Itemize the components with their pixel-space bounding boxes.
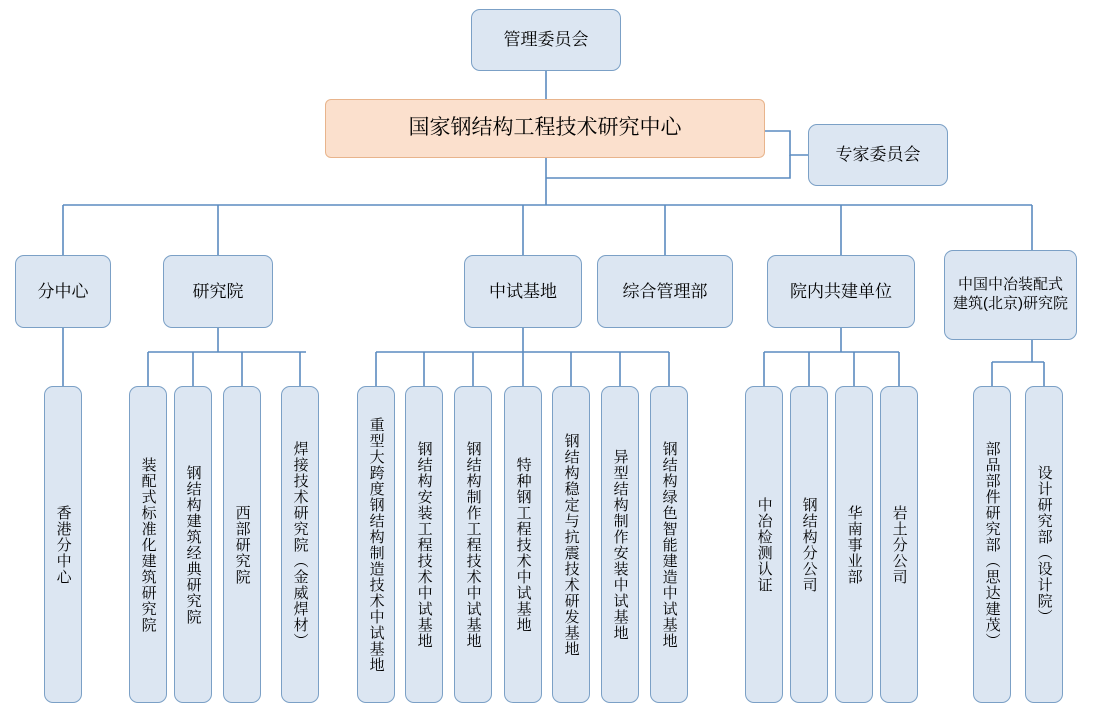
node-expert-committee[interactable] bbox=[808, 124, 948, 186]
node-label: 院内共建单位 bbox=[790, 281, 892, 301]
node-label: 异型结构制作安装中试基地 bbox=[611, 448, 629, 641]
node-in-house-units[interactable] bbox=[767, 255, 915, 328]
node-pilot-base[interactable] bbox=[464, 255, 582, 328]
node-general-management[interactable] bbox=[597, 255, 733, 328]
node-label: 设计研究部（设计院） bbox=[1035, 464, 1053, 625]
node-label: 综合管理部 bbox=[622, 281, 708, 301]
node-south-china-division[interactable] bbox=[835, 386, 873, 703]
node-label: 钢结构安装工程技术中试基地 bbox=[415, 440, 433, 649]
node-special-shape-pilot-base[interactable] bbox=[601, 386, 639, 703]
node-label: 部品部件研究部（思达建茂） bbox=[983, 440, 1001, 649]
node-components-research-dept[interactable] bbox=[973, 386, 1011, 703]
node-label: 国家钢结构工程技术研究中心 bbox=[408, 116, 682, 140]
node-label: 华南事业部 bbox=[845, 504, 863, 585]
node-sub-center[interactable] bbox=[15, 255, 111, 328]
node-steel-classic-building-institute[interactable] bbox=[174, 386, 212, 703]
node-label: 焊接技术研究院（金威焊材） bbox=[291, 440, 309, 649]
node-management-committee[interactable] bbox=[471, 9, 621, 71]
node-design-research-dept[interactable] bbox=[1025, 386, 1063, 703]
node-mcc-inspection-certification[interactable] bbox=[745, 386, 783, 703]
node-heavy-longspan-pilot-base[interactable] bbox=[357, 386, 395, 703]
node-label: 特种钢工程技术中试基地 bbox=[514, 456, 532, 633]
node-western-institute[interactable] bbox=[223, 386, 261, 703]
node-label: 钢结构绿色智能建造中试基地 bbox=[660, 440, 678, 649]
node-label: 重型大跨度钢结构制造技术中试基地 bbox=[367, 416, 385, 673]
node-label: 中试基地 bbox=[489, 281, 557, 301]
node-label: 钢结构稳定与抗震技术研发基地 bbox=[562, 432, 580, 657]
node-steel-structure-branch[interactable] bbox=[790, 386, 828, 703]
node-center[interactable] bbox=[325, 99, 765, 158]
node-mcc-prefab-institute[interactable] bbox=[944, 250, 1077, 340]
node-special-steel-pilot-base[interactable] bbox=[504, 386, 542, 703]
node-hongkong-sub-center[interactable] bbox=[44, 386, 82, 703]
node-label: 岩土分公司 bbox=[890, 504, 908, 585]
node-steel-fabrication-pilot-base[interactable] bbox=[454, 386, 492, 703]
node-label: 分中心 bbox=[37, 281, 89, 301]
node-label: 钢结构建筑经典研究院 bbox=[184, 464, 202, 625]
node-label: 中冶检测认证 bbox=[755, 496, 773, 593]
node-label: 西部研究院 bbox=[233, 504, 251, 585]
node-label: 研究院 bbox=[192, 281, 244, 301]
node-welding-technology-institute[interactable] bbox=[281, 386, 319, 703]
node-research-institute[interactable] bbox=[163, 255, 273, 328]
node-geotechnical-branch[interactable] bbox=[880, 386, 918, 703]
node-label: 钢结构制作工程技术中试基地 bbox=[464, 440, 482, 649]
node-label: 专家委员会 bbox=[835, 145, 921, 165]
node-prefab-standard-building-institute[interactable] bbox=[129, 386, 167, 703]
node-label: 管理委员会 bbox=[503, 30, 589, 50]
node-steel-erection-pilot-base[interactable] bbox=[405, 386, 443, 703]
node-label: 钢结构分公司 bbox=[800, 496, 818, 593]
node-label: 香港分中心 bbox=[54, 504, 72, 585]
node-label: 装配式标准化建筑研究院 bbox=[139, 456, 157, 633]
node-stability-seismic-rd-base[interactable] bbox=[552, 386, 590, 703]
node-green-smart-construction-pilot-base[interactable] bbox=[650, 386, 688, 703]
node-label: 中国中冶装配式建筑(北京)研究院 bbox=[953, 276, 1068, 312]
